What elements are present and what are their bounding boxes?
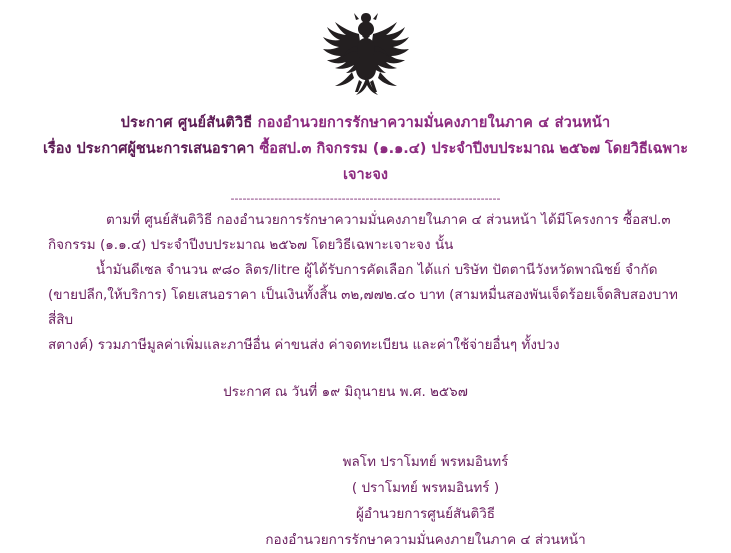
header-line-2-accent: ซื้อสป.๓ กิจกรรม (๑.๑.๔) ประจำปีงบประมาณ ๒๕๖๗ โดยวิธีเฉพาะเจาะจง	[259, 141, 689, 183]
paragraph-2-line-3: สตางค์) รวมภาษีมูลค่าเพิ่มและภาษีอื่น ค่าขนส่ง ค่าจดทะเบียน และค่าใช้จ่ายอื่นๆ ทั้งปวง	[48, 337, 560, 353]
paragraph-2	[48, 258, 683, 358]
header-line-1-accent: กองอำนวยการรักษาความมั่นคงภายในภาค ๔ ส่วนหน้า	[257, 115, 611, 131]
signature-name-parenthetical: ( ปราโมทย์ พรหมอินทร์ )	[351, 480, 500, 496]
paragraph-1	[48, 208, 683, 258]
header-line-2-prefix: เรื่อง ประกาศผู้ชนะการเสนอราคา	[42, 141, 260, 157]
header-line-2	[40, 136, 691, 188]
paragraph-2-line-1: น้ำมันดีเซล จำนวน ๙๘๐ ลิตร/litre ผู้ได้รับการคัดเลือก ได้แก่ บริษัท ปัตตานีวังหวัดพาณิชย์ จำกัด	[96, 262, 658, 278]
paragraph-1-line-1: ตามที่ ศูนย์สันติวิธี กองอำนวยการรักษาความมั่นคงภายในภาค ๔ ส่วนหน้า ได้มีโครงการ ซื้อสป.๓	[106, 212, 671, 228]
header-line-1-prefix: ประกาศ ศูนย์สันติวิธี	[120, 115, 258, 131]
header-line-1	[40, 110, 691, 136]
paragraph-2-line-2: (ขายปลีก,ให้บริการ) โดยเสนอราคา เป็นเงินทั้งสิ้น ๓๒,๗๗๒.๔๐ บาท (สามหมื่นสองพันเจ็ดร้อยเจ็ดสิบสองบาทสี่สิบ	[48, 287, 678, 328]
signature-name: พลโท ปราโมทย์ พรหมอินทร์	[342, 454, 509, 470]
garuda-emblem	[40, 0, 691, 108]
document-body	[48, 208, 683, 358]
paragraph-1-line-2: กิจกรรม (๑.๑.๔) ประจำปีงบประมาณ ๒๕๖๗ โดยวิธีเฉพาะเจาะจง นั้น	[48, 237, 454, 253]
header-divider: --------------------------------------------------------------------	[230, 192, 501, 205]
signature-block	[40, 449, 691, 553]
signature-position: ผู้อำนวยการศูนย์สันติวิธี	[355, 506, 496, 522]
signature-organization: กองอำนวยการรักษาความมั่นคงภายในภาค ๔ ส่วนหน้า	[265, 532, 586, 548]
announcement-date: ประกาศ ณ วันที่ ๑๙ มิถุนายน พ.ศ. ๒๕๖๗	[223, 384, 468, 400]
document-header	[40, 110, 691, 188]
